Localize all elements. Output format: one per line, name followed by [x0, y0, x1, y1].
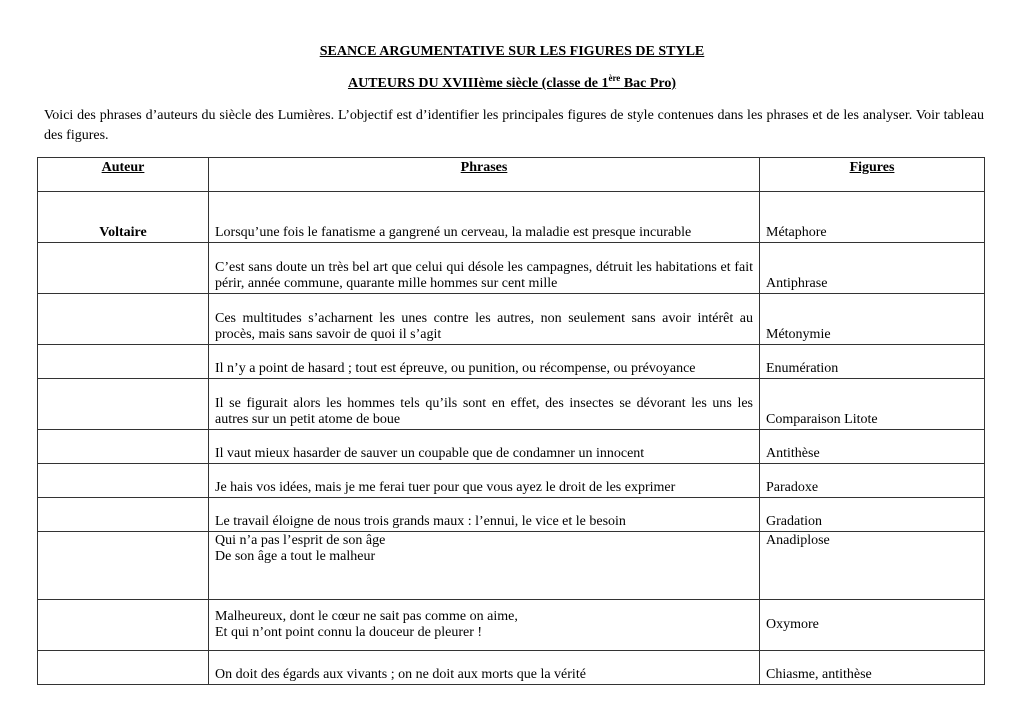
phrase-line: Malheureux, dont le cœur ne sait pas comme on aime, [215, 609, 518, 624]
header-author: Auteur [38, 158, 209, 192]
phrase-cell [209, 464, 760, 498]
table-row [38, 532, 985, 600]
phrase-line: Il se figurait alors les hommes tels qu’ils sont en effet, des insectes se dévorant les uns les autres sur un petit atome de boue [215, 396, 753, 427]
figure-cell: Comparaison Litote [760, 379, 985, 430]
subtitle-text-end: Bac Pro) [620, 76, 677, 91]
author-cell [38, 430, 209, 464]
phrase-line: Ces multitudes s’acharnent les unes contre les autres, non seulement sans avoir intérêt au procès, mais sans savoir de quoi il s’agit [215, 311, 753, 342]
figure-cell: Chiasme, antithèse [760, 651, 985, 685]
figure-cell: Paradoxe [760, 464, 985, 498]
phrase-cell [209, 651, 760, 685]
phrase-cell [209, 192, 760, 243]
subtitle-superscript: ère [608, 73, 621, 83]
figure-cell: Métaphore [760, 192, 985, 243]
phrase-line: De son âge a tout le malheur [215, 549, 376, 564]
table-row [38, 345, 985, 379]
header-figures: Figures [760, 158, 985, 192]
figures-table [37, 157, 985, 685]
phrase-cell [209, 243, 760, 294]
phrase-line: Qui n’a pas l’esprit de son âge [215, 533, 386, 548]
phrase-cell [209, 430, 760, 464]
figure-cell: Métonymie [760, 294, 985, 345]
figure-cell: Antithèse [760, 430, 985, 464]
figure-cell: Oxymore [760, 600, 985, 651]
table-row [38, 379, 985, 430]
author-cell [38, 345, 209, 379]
figure-cell: Enumération [760, 345, 985, 379]
phrase-line: Il vaut mieux hasarder de sauver un coupable que de condamner un innocent [215, 446, 645, 461]
phrase-cell [209, 379, 760, 430]
subtitle-text: AUTEURS DU XVIIIème siècle (classe de 1 [347, 76, 609, 91]
document-subtitle [0, 73, 1024, 92]
author-cell [38, 651, 209, 685]
table-row [38, 430, 985, 464]
phrase-cell [209, 532, 760, 600]
table-row [38, 498, 985, 532]
document-title: SEANCE ARGUMENTATIVE SUR LES FIGURES DE STYLE [319, 44, 705, 59]
table-body [38, 192, 985, 685]
phrase-cell [209, 345, 760, 379]
author-cell [38, 532, 209, 600]
phrase-cell [209, 600, 760, 651]
author-cell [38, 379, 209, 430]
author-cell [38, 498, 209, 532]
author-cell [38, 243, 209, 294]
phrase-cell [209, 294, 760, 345]
author-cell [38, 600, 209, 651]
figure-cell: Antiphrase [760, 243, 985, 294]
phrase-line: Lorsqu’une fois le fanatisme a gangrené un cerveau, la maladie est presque incurable [215, 225, 692, 240]
phrase-cell [209, 498, 760, 532]
phrase-line: Le travail éloigne de nous trois grands maux : l’ennui, le vice et le besoin [215, 514, 626, 529]
figure-cell: Anadiplose [760, 532, 985, 600]
table-row [38, 294, 985, 345]
figure-cell: Gradation [760, 498, 985, 532]
author-cell [38, 294, 209, 345]
header-phrases: Phrases [209, 158, 760, 192]
table-row [38, 651, 985, 685]
phrase-line: Je hais vos idées, mais je me ferai tuer pour que vous ayez le droit de les exprimer [215, 480, 676, 495]
author-cell [38, 464, 209, 498]
phrase-line: Et qui n’ont point connu la douceur de pleurer ! [215, 625, 483, 640]
phrase-line: On doit des égards aux vivants ; on ne doit aux morts que la vérité [215, 667, 586, 682]
intro-paragraph: Voici des phrases d’auteurs du siècle des Lumières. L’objectif est d’identifier les principales figures de style contenues dans les phrases et de les analyser. Voir tableau des figures. [44, 108, 984, 143]
table-header-row [38, 158, 985, 192]
table-row [38, 600, 985, 651]
table-row [38, 464, 985, 498]
phrase-line: Il n’y a point de hasard ; tout est épreuve, ou punition, ou récompense, ou prévoyance [215, 361, 696, 376]
table-row [38, 243, 985, 294]
author-cell: Voltaire [38, 192, 209, 243]
table-row [38, 192, 985, 243]
phrase-line: C’est sans doute un très bel art que celui qui désole les campagnes, détruit les habitations et fait périr, année commune, quarante mille hommes sur cent mille [215, 260, 753, 291]
